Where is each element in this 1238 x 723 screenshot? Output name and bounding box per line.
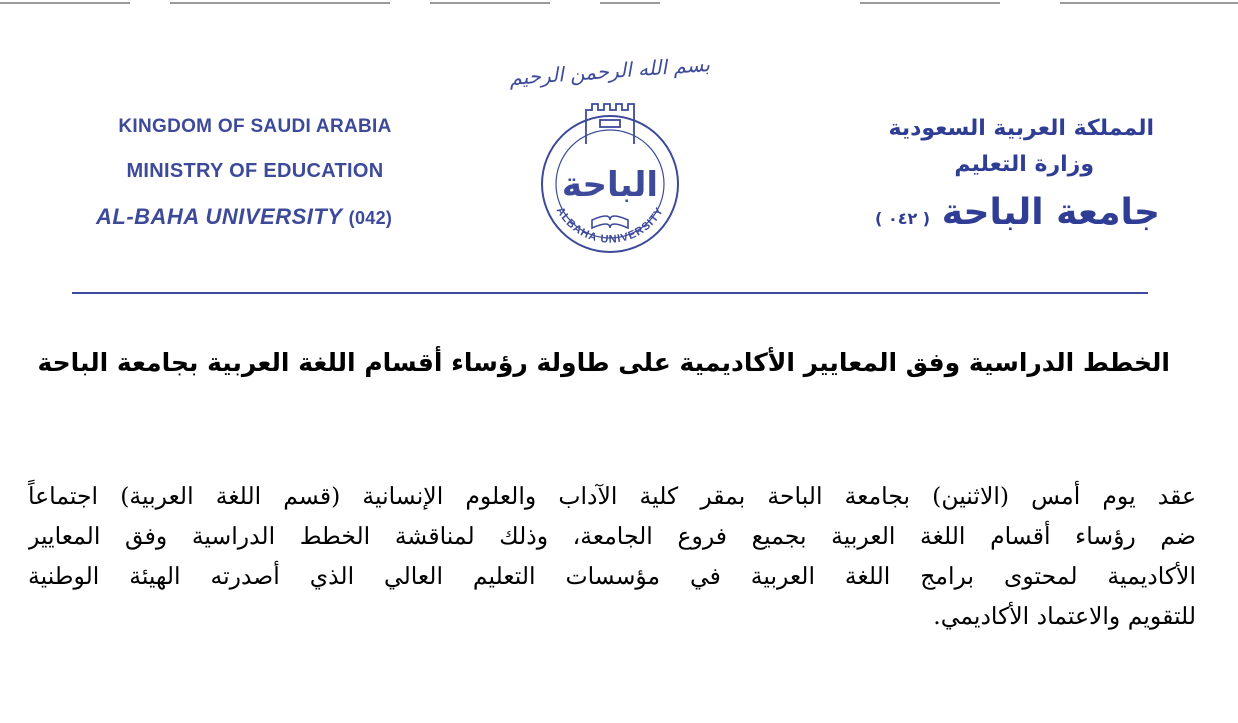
en-ministry: MINISTRY OF EDUCATION xyxy=(126,160,384,182)
en-university-line xyxy=(96,204,392,231)
body-line: ضم رؤساء أقسام اللغة العربية بجميع فروع الجامعة، وذلك لمناقشة الخطط الدراسية وفق المعايير xyxy=(28,522,1196,550)
logo-latin-ring: ALBAHA UNIVERSITY xyxy=(553,205,667,246)
basmala-calligraphy: بسم الله الرحمن الرحيم xyxy=(508,52,711,90)
en-code: (042) xyxy=(348,208,393,228)
ar-code: ( ٠٤٢ ) xyxy=(875,209,931,228)
body-line: للتقويم والاعتماد الأكاديمي. xyxy=(933,602,1196,630)
en-country: KINGDOM OF SAUDI ARABIA xyxy=(118,116,392,137)
logo-arabic-calligraphy: الباحة xyxy=(561,165,659,205)
header-divider xyxy=(72,292,1148,294)
ar-university-line xyxy=(875,192,1160,233)
book-icon xyxy=(592,216,628,228)
article-headline: الخطط الدراسية وفق المعايير الأكاديمية على طاولة رؤساء أقسام اللغة العربية بجامعة الباحة xyxy=(37,348,1170,377)
ar-ministry: وزارة التعليم xyxy=(954,152,1094,177)
top-edge-dashes xyxy=(0,0,1238,6)
ar-university: جامعة الباحة xyxy=(941,192,1160,233)
body-line: عقد يوم أمس (الاثنين) بجامعة الباحة بمقر كلية الآداب والعلوم الإنسانية (قسم اللغة العربية) اجتماعاً xyxy=(28,482,1196,510)
en-university: AL-BAHA UNIVERSITY xyxy=(96,204,343,229)
university-logo xyxy=(500,48,720,268)
tower-icon xyxy=(586,104,634,144)
ar-country: المملكة العربية السعودية xyxy=(888,116,1154,141)
body-line: الأكاديمية لمحتوى برامج اللغة العربية في مؤسسات التعليم العالي الذي أصدرته الهيئة الوطنية xyxy=(28,562,1196,590)
article-body xyxy=(28,476,1196,636)
